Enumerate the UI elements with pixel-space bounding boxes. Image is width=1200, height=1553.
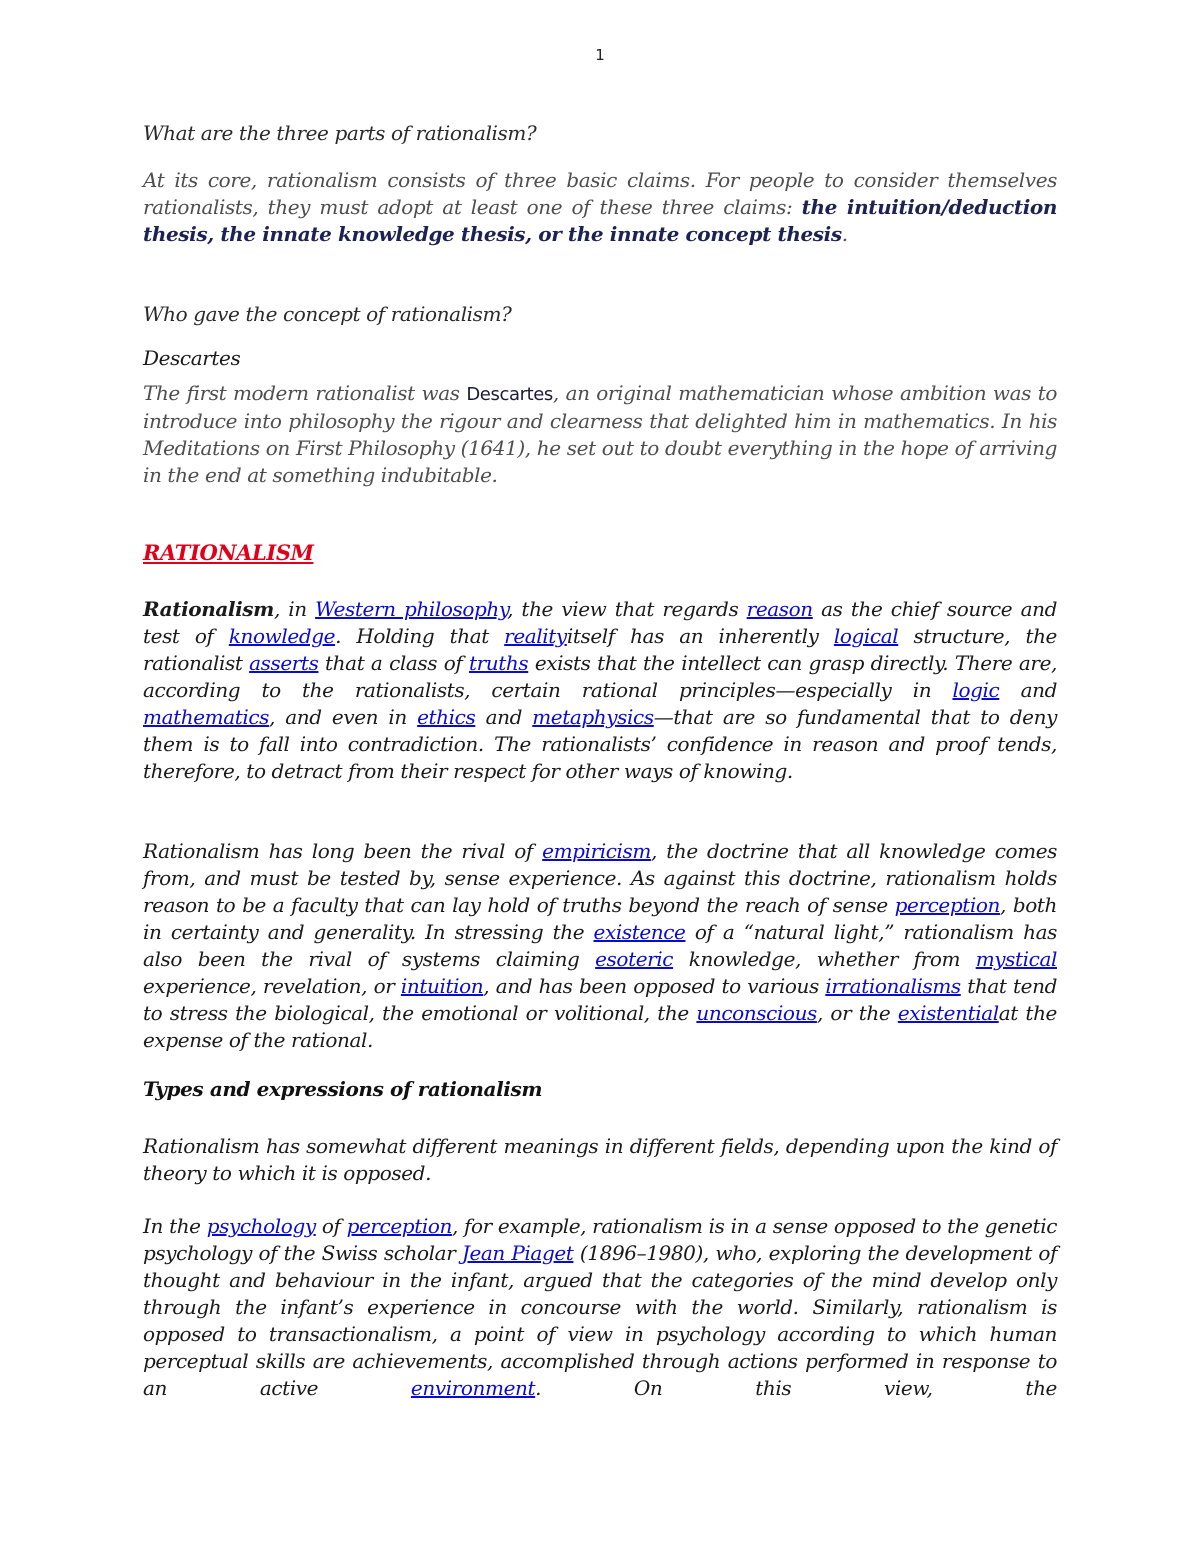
answer-who-gave	[143, 345, 1057, 372]
p1-text: that a class of	[318, 651, 469, 675]
p1-text: —that are so fundamental that to deny them is to fall into contradiction. The rationalists’ confidence in reason and proof tends, therefore, to detract from their respect for other ways of knowing.	[143, 705, 1057, 783]
p4-text: of	[315, 1214, 347, 1238]
qa-section-1	[143, 120, 1057, 147]
p2-text: , both in certainty and generality. In stressing the	[143, 893, 1058, 944]
link-truths[interactable]: truths	[468, 651, 529, 675]
paragraph-1-block	[143, 596, 1057, 785]
p4-text: In the	[143, 1214, 207, 1238]
link-mystical[interactable]: mystical	[975, 947, 1057, 971]
p1-text: , the view that regards	[507, 597, 747, 621]
link-logical[interactable]: logical	[833, 624, 899, 648]
p1-text: itself has an inherently	[566, 624, 834, 648]
paragraph-3: Rationalism has somewhat different meanings in different fields, depending upon the kind of theory to which it is opposed.	[143, 1134, 1057, 1185]
page-number: 1	[595, 46, 605, 64]
paragraph-1	[143, 596, 1057, 785]
qa-section-2	[143, 301, 1057, 328]
p2-text: of a “natural light,” rationalism has also been the rival of systems claiming	[143, 920, 1058, 971]
p2-text: , or the	[816, 1001, 898, 1025]
link-asserts[interactable]: asserts	[249, 651, 319, 675]
p4-text: , for example, rationalism is in a sense opposed to the genetic psychology of the Swiss scholar	[143, 1214, 1057, 1265]
p2-text: Rationalism has long been the rival of	[143, 839, 543, 863]
question-who-gave: Who gave the concept of rationalism?	[143, 302, 512, 326]
question-three-parts: What are the three parts of rationalism?	[143, 121, 537, 145]
p1-text: , and even in	[269, 705, 418, 729]
paragraph-2-block	[143, 838, 1057, 1054]
link-existential[interactable]: existential	[897, 1001, 999, 1025]
link-perception-2[interactable]: perception	[346, 1214, 452, 1238]
link-ethics[interactable]: ethics	[417, 705, 476, 729]
answer-bold-text: the intuition/deduction thesis, the innate knowledge thesis, or the innate concept thesis	[143, 195, 1057, 246]
link-metaphysics[interactable]: metaphysics	[532, 705, 654, 729]
descartes-paragraph-block	[143, 380, 1057, 489]
rationalism-heading-block	[143, 540, 1057, 565]
answer-paragraph	[143, 167, 1057, 248]
link-environment[interactable]: environment	[410, 1376, 536, 1400]
link-intuition[interactable]: intuition	[400, 974, 484, 998]
p2-text: knowledge, whether from	[673, 947, 976, 971]
paragraph-3-block	[143, 1133, 1057, 1187]
link-western-philosophy[interactable]: Western philosophy	[315, 597, 508, 621]
link-mathematics[interactable]: mathematics	[143, 705, 270, 729]
link-irrationalisms[interactable]: irrationalisms	[825, 974, 961, 998]
p4-text: (1896–1980), who, exploring the development of thought and behaviour in the infant, argued that the categories of the mind develop only through the infant’s experience in concourse with the world. Similarly, rationalism is opposed to transactionalism, a point of view in psychology according to which human perceptual skills are achievements, accomplished through actions performed in response to an active	[143, 1241, 1057, 1400]
link-empiricism[interactable]: empiricism	[542, 839, 651, 863]
descartes-text-b: , an original mathematician whose ambition was to introduce into philosophy the rigour and clearness that delighted him in mathematics. In his Meditations on First Philosophy (1641), he set out to doubt everything in the hope of arriving in the end at something indubitable.	[143, 381, 1057, 487]
answer-short: Descartes	[143, 346, 241, 370]
p1-text: . Holding that	[335, 624, 505, 648]
link-perception[interactable]: perception	[894, 893, 1001, 917]
answer-three-parts	[143, 167, 1057, 248]
p2-text: , the doctrine that all knowledge comes from, and must be tested by, sense experience. As against this doctrine, rationalism holds reason to be a faculty that can lay hold of truths beyond the reach of sense	[143, 839, 1057, 917]
paragraph-4-block	[143, 1213, 1057, 1402]
paragraph-4	[143, 1213, 1057, 1402]
p1-text: as the chief source and test of	[143, 597, 1057, 648]
p4-text: . On this view, the	[535, 1376, 1057, 1400]
descartes-paragraph	[143, 380, 1057, 489]
link-reality[interactable]: reality	[504, 624, 567, 648]
link-logic[interactable]: logic	[952, 678, 1000, 702]
p2-text: that tend to stress the biological, the emotional or volitional, the	[143, 974, 1057, 1025]
p2-text: experience, revelation, or	[143, 974, 401, 998]
p2-text: at the expense of the rational.	[143, 1001, 1057, 1052]
link-knowledge[interactable]: knowledge	[228, 624, 336, 648]
descartes-name: Descartes	[466, 384, 553, 405]
p2-text: , and has been opposed to various	[483, 974, 826, 998]
link-jean-piaget[interactable]: Jean Piaget	[461, 1241, 574, 1265]
descartes-text-a: The first modern rationalist was	[143, 381, 467, 405]
p1-text: exists that the intellect can grasp directly. There are, according to the rationalists, certain rational principles—especially in	[143, 651, 1057, 702]
types-subheading: Types and expressions of rationalism	[143, 1077, 543, 1101]
p1-text: and	[999, 678, 1057, 702]
link-unconscious[interactable]: unconscious	[696, 1001, 817, 1025]
answer-intro-text: At its core, rationalism consists of three basic claims. For people to consider themselves rationalists, they must adopt at least one of these three claims:	[143, 168, 1057, 219]
rationalism-heading: RATIONALISM	[143, 540, 314, 565]
answer-end-text: .	[841, 222, 848, 246]
term-rationalism: Rationalism	[143, 597, 274, 621]
link-psychology[interactable]: psychology	[206, 1214, 316, 1238]
p1-text: , in	[273, 597, 316, 621]
paragraph-2	[143, 838, 1057, 1054]
link-existence[interactable]: existence	[593, 920, 686, 944]
p1-text: structure, the rationalist	[143, 624, 1057, 675]
link-reason[interactable]: reason	[746, 597, 813, 621]
p1-text: and	[475, 705, 533, 729]
subheading-block	[143, 1077, 1057, 1101]
link-esoteric[interactable]: esoteric	[595, 947, 674, 971]
